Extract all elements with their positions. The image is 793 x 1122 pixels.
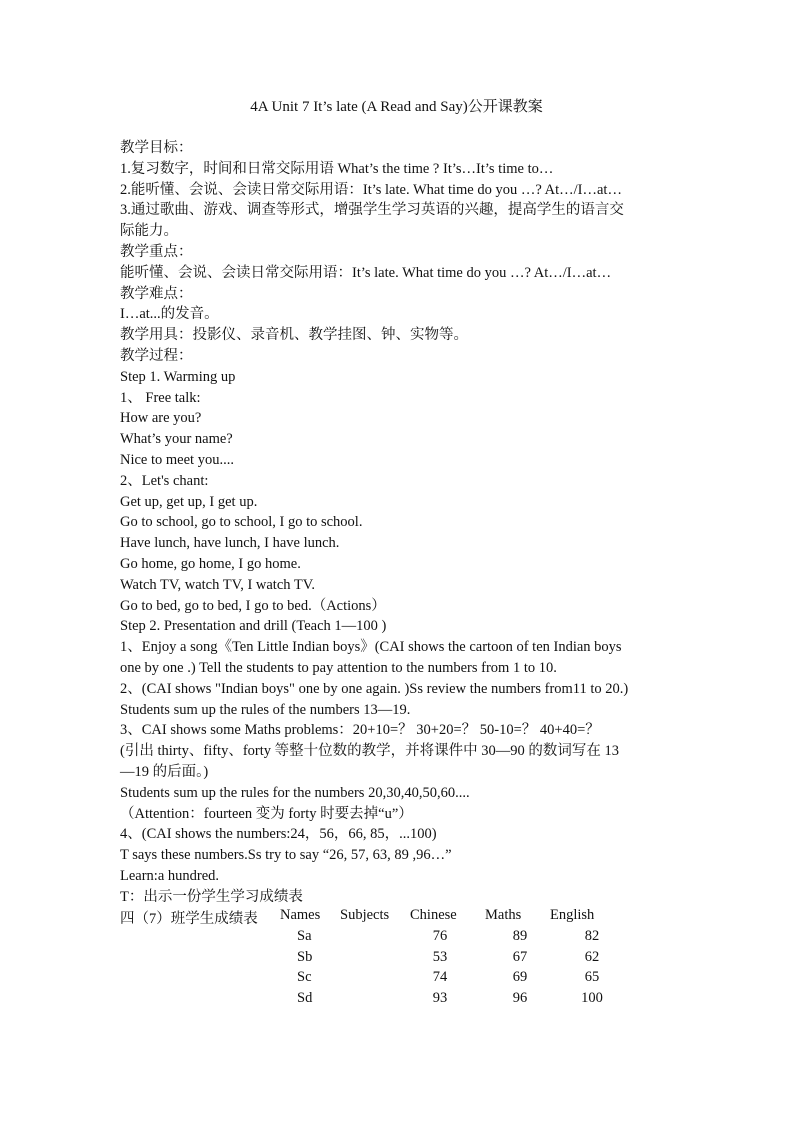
text-line: Go home, go home, I go home.	[120, 555, 301, 572]
text-line: 1.复习数字，时间和日常交际用语 What’s the time ? It’s…It’s time to…	[120, 160, 554, 177]
text-line: Nice to meet you....	[120, 451, 234, 468]
text-line: 3、CAI shows some Maths problems：20+10=？ 30+20=？ 50-10=？ 40+40=？	[120, 722, 600, 739]
text-line: 教学重点：	[120, 243, 193, 260]
student-name: Sa	[297, 927, 312, 944]
text-line: —19 的后面。)	[120, 763, 209, 780]
text-line: Watch TV, watch TV, I watch TV.	[120, 576, 315, 593]
text-line: Step 2. Presentation and drill (Teach 1—100 )	[120, 618, 387, 635]
chinese-score: 76	[432, 927, 448, 944]
text-line: 教学目标：	[120, 140, 193, 156]
score-table	[120, 907, 680, 1011]
text-line: 2.能听懂、会说、会读日常交际用语：It’s late. What time do you …? At…/I…at…	[120, 181, 622, 198]
text-line: Students sum up the rules of the numbers 13—19.	[120, 701, 411, 718]
document-title: 4A Unit 7 It’s late (A Read and Say)公开课教案	[250, 99, 543, 115]
student-name: Sc	[297, 969, 312, 986]
maths-score: 96	[512, 990, 528, 1007]
header-chinese: Chinese	[410, 907, 457, 923]
text-line: How are you?	[120, 410, 202, 427]
header-maths: Maths	[485, 907, 522, 923]
text-line: （Attention：fourteen 变为 forty 时要去掉“u”）	[120, 805, 413, 822]
text-line: 教学难点：	[120, 285, 193, 302]
text-line: Go to school, go to school, I go to school.	[120, 514, 363, 531]
english-score: 100	[581, 990, 603, 1007]
text-line: 3.通过歌曲、游戏、调查等形式，增强学生学习英语的兴趣，提高学生的语言交	[120, 202, 624, 219]
text-line: Get up, get up, I get up.	[120, 493, 258, 510]
maths-score: 67	[512, 948, 528, 965]
text-line: T says these numbers.Ss try to say “26, 57, 63, 89 ,96…”	[120, 847, 452, 864]
header-english: English	[550, 907, 595, 923]
document-body	[120, 138, 680, 907]
maths-score: 89	[512, 927, 528, 944]
text-line: (引出 thirty、fifty、forty 等整十位数的教学，并将课件中 30—90 的数词写在 13	[120, 743, 620, 760]
text-line: 2、Let's chant:	[120, 472, 209, 489]
text-line: one by one .) Tell the students to pay attention to the numbers from 1 to 10.	[120, 659, 557, 676]
text-line: 4、(CAI shows the numbers:24，56，66, 85，...100)	[120, 826, 437, 843]
table-label: 四（7）班学生成绩表	[120, 911, 258, 927]
table-row	[120, 969, 680, 990]
text-line: 1、Enjoy a song《Ten Little Indian boys》(CAI shows the cartoon of ten Indian boys	[120, 639, 622, 656]
header-names: Names	[280, 907, 321, 923]
header-subjects: Subjects	[340, 907, 390, 923]
table-row	[120, 928, 680, 949]
text-line: 教学用具：投影仪、录音机、教学挂图、钟、实物等。	[120, 327, 468, 344]
text-line: 1、 Free talk:	[120, 389, 201, 406]
table-row	[120, 990, 680, 1011]
text-line: Students sum up the rules for the numbers 20,30,40,50,60....	[120, 784, 470, 801]
text-line: Go to bed, go to bed, I go to bed.（Actions）	[120, 597, 386, 614]
text-line: 教学过程：	[120, 347, 193, 364]
english-score: 62	[584, 948, 600, 965]
table-header-row	[120, 907, 680, 928]
english-score: 82	[584, 927, 600, 944]
table-row	[120, 949, 680, 970]
chinese-score: 74	[432, 969, 448, 986]
text-line: 2、(CAI shows "Indian boys" one by one again. )Ss review the numbers from11 to 20.)	[120, 680, 629, 697]
text-line: Step 1. Warming up	[120, 368, 236, 385]
text-line: I…at...的发音。	[120, 306, 219, 323]
text-line: What’s your name?	[120, 431, 233, 448]
student-name: Sb	[297, 948, 313, 965]
chinese-score: 53	[432, 948, 448, 965]
student-name: Sd	[297, 990, 313, 1007]
maths-score: 69	[512, 969, 528, 986]
text-line: 能听懂、会说、会读日常交际用语：It’s late. What time do you …? At…/I…at…	[120, 264, 612, 281]
english-score: 65	[584, 969, 600, 986]
chinese-score: 93	[432, 990, 448, 1007]
text-line: T：出示一份学生学习成绩表	[120, 888, 303, 905]
text-line: Learn:a hundred.	[120, 867, 220, 884]
text-line: Have lunch, have lunch, I have lunch.	[120, 535, 340, 552]
text-line: 际能力。	[120, 223, 178, 240]
